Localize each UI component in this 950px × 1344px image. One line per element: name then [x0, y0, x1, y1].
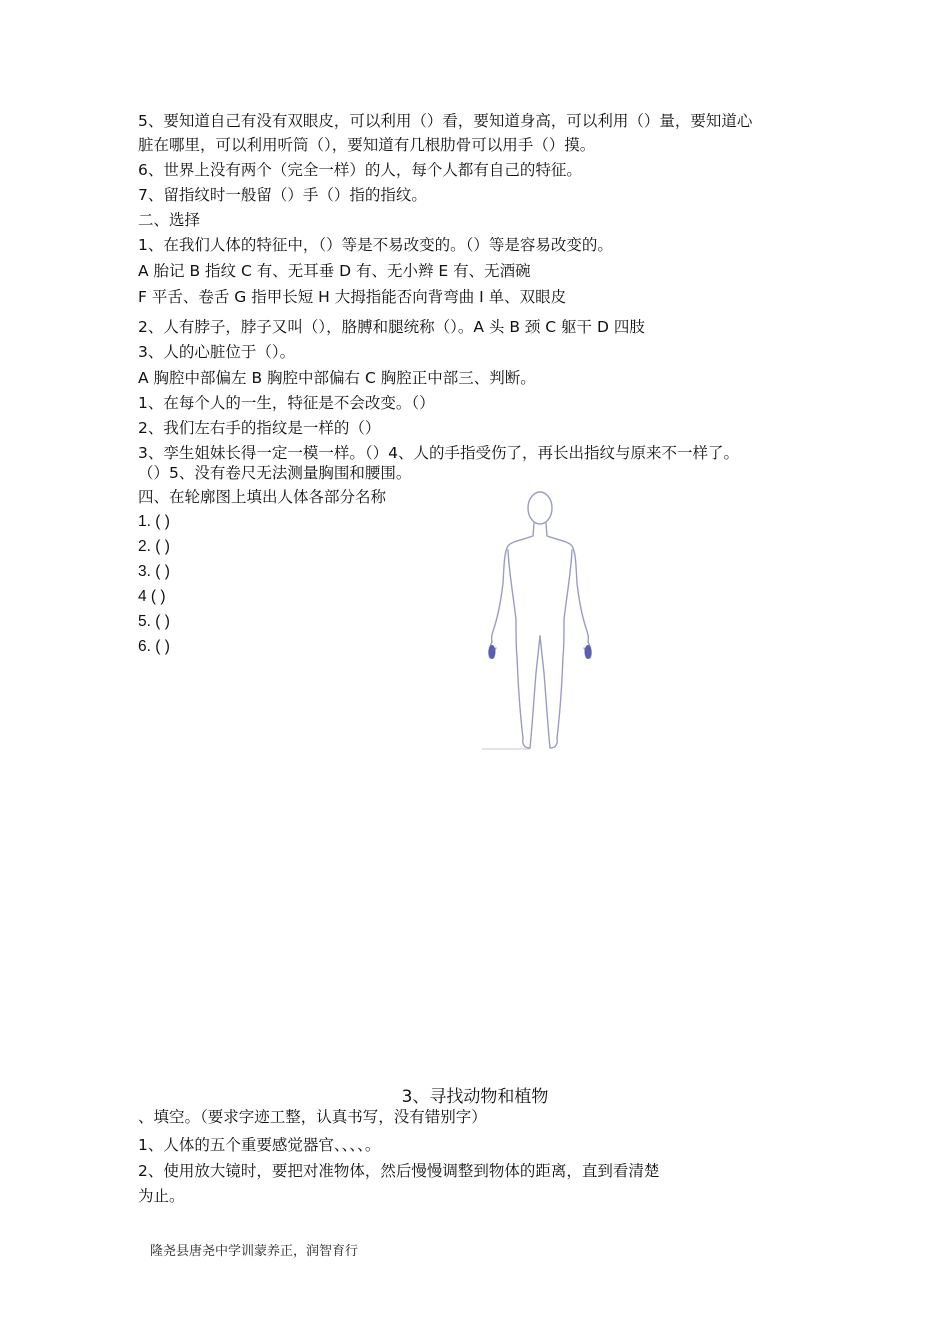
section-title: 3、寻找动物和植物 [401, 1087, 549, 1107]
section-heading: 四、在轮廓图上填出人体各部分名称 [138, 488, 387, 506]
text-line: （）5、没有卷尺无法测量胸围和腰围。 [138, 464, 412, 482]
text-line: 1、人体的五个重要感觉器官、、、、。 [138, 1136, 381, 1154]
text-line: 2、我们左右手的指纹是一样的（） [138, 419, 381, 437]
text-line: A 胸腔中部偏左 B 胸腔中部偏右 C 胸腔正中部三、判断。 [138, 369, 536, 387]
text-line: 5、要知道自己有没有双眼皮，可以利用（）看，要知道身高，可以利用（）量，要知道心 [138, 112, 753, 130]
text-line: 、填空。（要求字迹工整，认真书写，没有错别字） [138, 1108, 487, 1126]
text-line: 2、人有脖子，脖子又叫（），胳膊和腿统称（）。A 头 B 颈 C 躯干 D 四肢 [138, 318, 645, 336]
text-line: A 胎记 B 指纹 C 有、无耳垂 D 有、无小辫 E 有、无酒碗 [138, 262, 531, 280]
blank-item: 3. ( ) [138, 563, 170, 580]
blank-item: 4 ( ) [138, 588, 166, 605]
blank-item: 6. ( ) [138, 638, 170, 655]
footer-motto: 隆尧县唐尧中学训蒙养正，润智育行 [150, 1244, 359, 1259]
text-line: 1、在每个人的一生，特征是不会改变。（） [138, 394, 435, 412]
text-line: 7、留指纹时一般留（）手（）指的指纹。 [138, 186, 427, 204]
text-line: F 平舌、卷舌 G 指甲长短 H 大拇指能否向背弯曲 I 单、双眼皮 [138, 288, 567, 306]
blank-item: 1. ( ) [138, 513, 170, 530]
text-line: 3、人的心脏位于（）。 [138, 343, 296, 361]
text-line: 2、使用放大镜时，要把对准物体，然后慢慢调整到物体的距离，直到看清楚 [138, 1162, 660, 1180]
text-line: 1、在我们人体的特征中，（）等是不易改变的。（）等是容易改变的。 [138, 236, 613, 254]
human-body-outline [470, 488, 610, 753]
text-line: 6、世界上没有两个（完全一样）的人，每个人都有自己的特征。 [138, 161, 582, 179]
text-line: 3、孪生姐妹长得一定一模一样。（）4、人的手指受伤了，再长出指纹与原来不一样了。 [138, 444, 739, 462]
blank-item: 2. ( ) [138, 538, 170, 555]
blank-item: 5. ( ) [138, 613, 170, 630]
section-heading: 二、选择 [138, 211, 201, 229]
text-line: 为止。 [138, 1187, 185, 1205]
text-line: 脏在哪里，可以利用听筒（），要知道有几根肋骨可以用手（）摸。 [138, 136, 596, 154]
